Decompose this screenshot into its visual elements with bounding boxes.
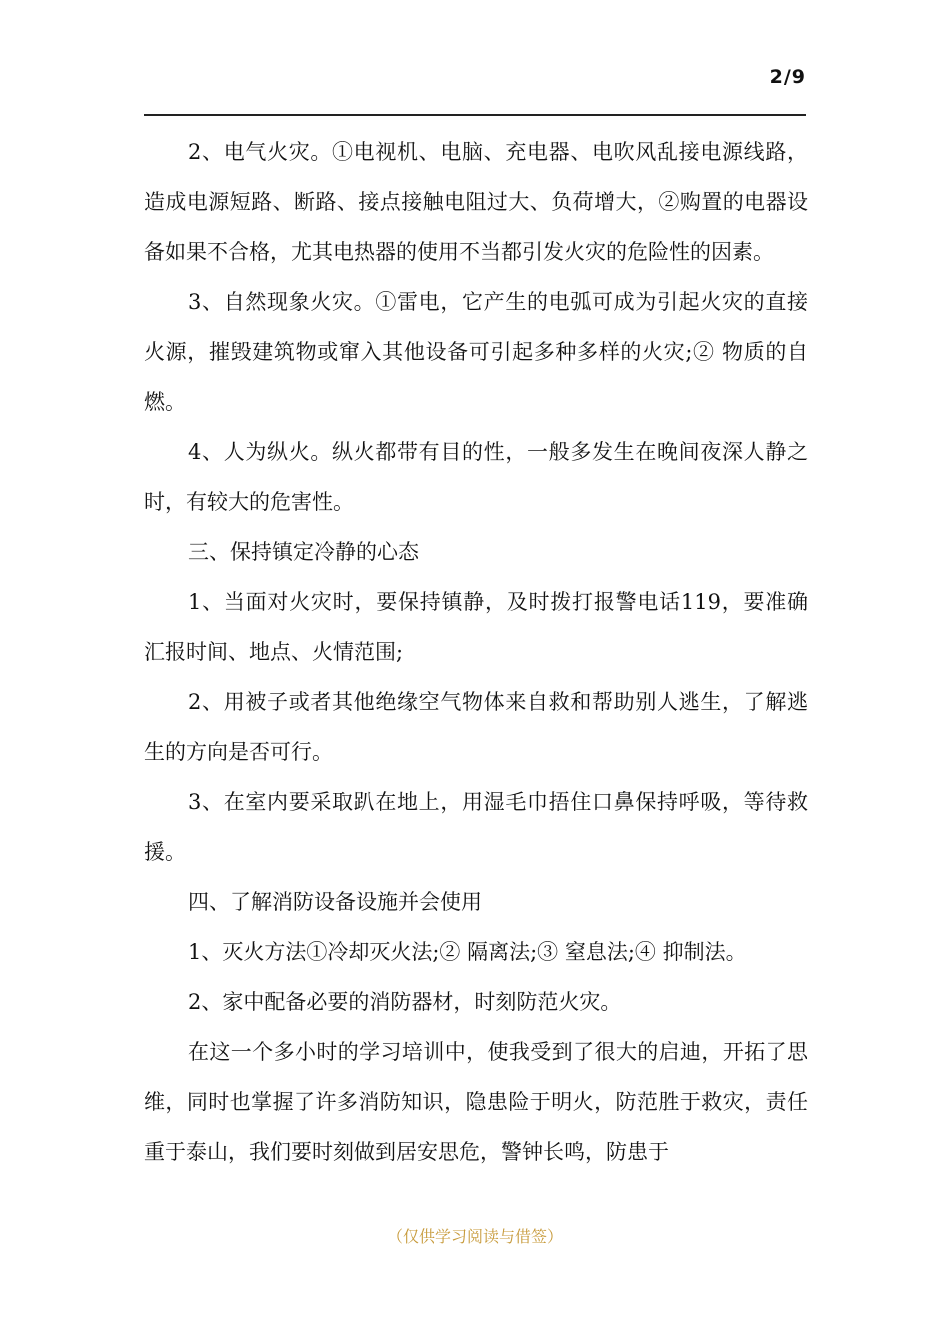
footer-note: （仅供学习阅读与借签） bbox=[386, 1227, 563, 1246]
header-divider bbox=[144, 114, 806, 116]
page-number: 2/9 bbox=[769, 66, 806, 88]
section-heading-equipment: 四、了解消防设备设施并会使用 bbox=[188, 890, 482, 914]
paragraph-call-119: 1、当面对火灾时，要保持镇静，及时拨打报警电话119，要准确汇报时间、地点、火情范围; bbox=[144, 590, 808, 664]
paragraph-extinguish-methods: 1、灭火方法①冷却灭火法;② 隔离法;③ 窒息法;④ 抑制法。 bbox=[188, 940, 747, 964]
document-body bbox=[144, 127, 808, 1177]
paragraph-home-equipment: 2、家中配备必要的消防器材，时刻防范火灾。 bbox=[188, 990, 622, 1014]
paragraph-escape-blanket: 2、用被子或者其他绝缘空气物体来自救和帮助别人逃生，了解逃生的方向是否可行。 bbox=[144, 690, 808, 764]
paragraph-training-summary: 在这一个多小时的学习培训中，使我受到了很大的启迪，开拓了思维，同时也掌握了许多消防知识，隐患险于明火，防范胜于救灾，责任重于泰山，我们要时刻做到居安思危，警钟长鸣，防患于 bbox=[144, 1040, 808, 1164]
paragraph-arson: 4、人为纵火。纵火都带有目的性，一般多发生在晚间夜深人静之时，有较大的危害性。 bbox=[144, 440, 808, 514]
paragraph-electrical-fire: 2、电气火灾。①电视机、电脑、充电器、电吹风乱接电源线路，造成电源短路、断路、接点接触电阻过大、负荷增大，②购置的电器设备如果不合格，尤其电热器的使用不当都引发火灾的危险性的因素。 bbox=[144, 140, 808, 264]
section-heading-calm: 三、保持镇定冷静的心态 bbox=[188, 540, 419, 564]
paragraph-natural-fire: 3、自然现象火灾。①雷电，它产生的电弧可成为引起火灾的直接火源，摧毁建筑物或窜入其他设备可引起多种多样的火灾;② 物质的自燃。 bbox=[144, 290, 808, 414]
paragraph-crawl-low: 3、在室内要采取趴在地上，用湿毛巾捂住口鼻保持呼吸，等待救援。 bbox=[144, 790, 808, 864]
